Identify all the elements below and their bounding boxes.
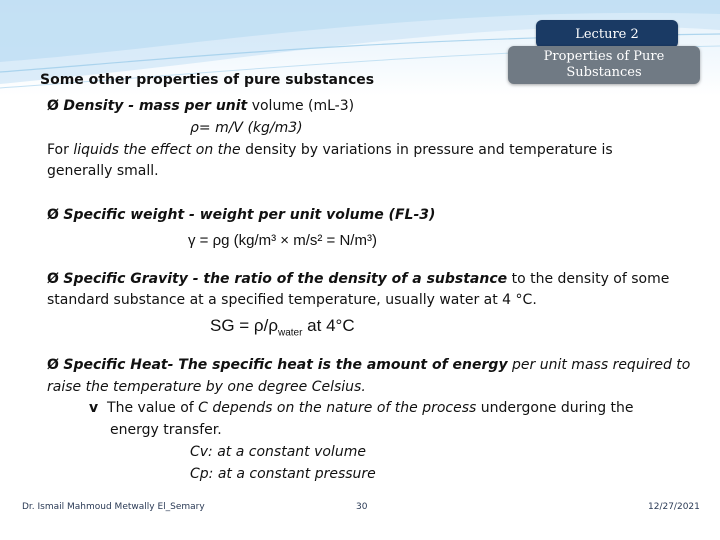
specific-weight-formula: γ = ρg (kg/m³ × m/s² = N/m³): [188, 232, 377, 249]
specific-gravity-title-rest: to the density of some: [507, 271, 670, 287]
specific-gravity-formula: SG = $\rho/\rho_{water}$ at 4°C: [210, 316, 355, 339]
footer-date: 12/27/2021: [648, 502, 700, 512]
footer-page-number: 30: [356, 502, 368, 512]
cp-definition: Cp: at a constant pressure: [190, 466, 376, 482]
cv-definition: Cv: at a constant volume: [190, 444, 366, 460]
arrow-bullet-icon: Ø: [47, 271, 59, 287]
topic-line-2: Substances: [566, 65, 642, 80]
slide-subtitle: Some other properties of pure substances: [40, 72, 375, 88]
specific-heat-heading: [47, 355, 690, 376]
arrow-bullet-icon: Ø: [47, 98, 59, 114]
specific-heat-bullet: v The value of C depends on the nature of the process undergone during the: [89, 400, 634, 416]
lecture-label: Lecture 2: [575, 26, 639, 42]
lecture-badge: [536, 20, 678, 48]
specific-weight-heading: [47, 205, 435, 226]
specific-weight-title: Specific weight - weight per unit volume (FL-3): [63, 207, 436, 223]
footer-author: Dr. Ismail Mahmoud Metwally El_Semary: [22, 502, 205, 512]
density-note: For liquids the effect on the density by variations in pressure and temperature is: [47, 142, 613, 158]
specific-heat-title-rest: per unit mass required to: [507, 357, 691, 373]
density-formula: ρ= m/V (kg/m3): [190, 120, 303, 136]
specific-heat-title: Specific Heat- The specific heat is the amount of energy: [63, 357, 508, 373]
density-note-line2: generally small.: [47, 163, 159, 179]
specific-gravity-line2: standard substance at a specified temperature, usually water at 4 °C.: [47, 292, 537, 308]
topic-badge: [508, 46, 700, 84]
density-title-rest: volume (mL-3): [247, 98, 355, 114]
density-heading: [47, 96, 354, 117]
density-title: Density - mass per unit: [63, 98, 248, 114]
arrow-bullet-icon: Ø: [47, 207, 59, 223]
specific-gravity-title: Specific Gravity - the ratio of the density of a substance: [63, 271, 508, 287]
arrow-bullet-icon: Ø: [47, 357, 59, 373]
specific-heat-line2: raise the temperature by one degree Celsius.: [47, 379, 366, 395]
diamond-bullet-icon: v: [89, 400, 99, 416]
specific-gravity-heading: [47, 269, 669, 290]
topic-line-1: Properties of Pure: [543, 49, 665, 64]
specific-heat-bullet-line2: energy transfer.: [110, 422, 222, 438]
